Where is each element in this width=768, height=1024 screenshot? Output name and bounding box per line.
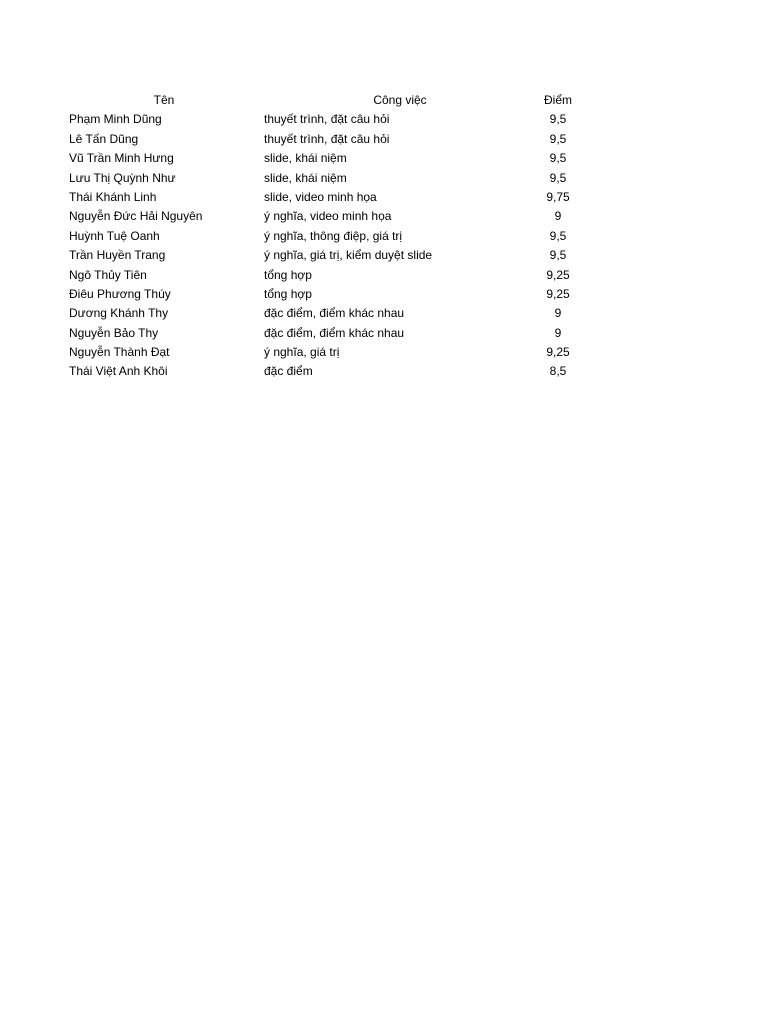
cell-task: slide, khái niệm bbox=[264, 170, 347, 185]
table-row bbox=[0, 324, 768, 343]
cell-name: Huỳnh Tuệ Oanh bbox=[69, 228, 160, 243]
cell-name: Vũ Trần Minh Hưng bbox=[69, 151, 174, 166]
cell-task: slide, video minh họa bbox=[264, 189, 377, 204]
cell-score: 9,5 bbox=[549, 151, 567, 166]
table-row bbox=[0, 207, 768, 226]
table-row bbox=[0, 149, 768, 168]
cell-name: Ngô Thủy Tiên bbox=[69, 267, 147, 282]
cell-task: đặc điểm, điểm khác nhau bbox=[264, 306, 405, 321]
cell-task: ý nghĩa, giá trị bbox=[264, 345, 340, 360]
cell-name: Thái Khánh Linh bbox=[69, 189, 157, 204]
cell-name: Nguyễn Thành Đạt bbox=[69, 345, 170, 360]
cell-task: tổng hợp bbox=[264, 286, 312, 301]
cell-name: Điêu Phương Thúy bbox=[69, 286, 171, 301]
cell-name: Nguyễn Đức Hải Nguyên bbox=[69, 209, 203, 224]
cell-score: 9,75 bbox=[546, 189, 570, 204]
table-row bbox=[0, 362, 768, 381]
table-row bbox=[0, 285, 768, 304]
cell-score: 8,5 bbox=[549, 364, 567, 379]
table-row bbox=[0, 246, 768, 265]
cell-name: Lê Tấn Dũng bbox=[69, 131, 139, 146]
cell-score: 9,25 bbox=[546, 345, 570, 360]
cell-score: 9,5 bbox=[549, 170, 567, 185]
cell-task: ý nghĩa, giá trị, kiểm duyệt slide bbox=[264, 248, 433, 263]
cell-name: Nguyễn Bảo Thy bbox=[69, 325, 159, 340]
header-name: Tên bbox=[153, 93, 175, 107]
cell-score: 9 bbox=[554, 325, 562, 340]
table-row bbox=[0, 188, 768, 207]
cell-task: đặc điểm bbox=[264, 364, 313, 379]
cell-name: Phạm Minh Dũng bbox=[69, 112, 162, 127]
cell-task: slide, khái niệm bbox=[264, 151, 347, 166]
cell-task: tổng hợp bbox=[264, 267, 312, 282]
cell-task: ý nghĩa, video minh họa bbox=[264, 209, 392, 224]
cell-task: thuyết trình, đặt câu hỏi bbox=[264, 131, 390, 146]
cell-score: 9,25 bbox=[546, 286, 570, 301]
table-row bbox=[0, 266, 768, 285]
cell-task: ý nghĩa, thông điệp, giá trị bbox=[264, 228, 403, 243]
cell-score: 9,5 bbox=[549, 131, 567, 146]
table-row bbox=[0, 130, 768, 149]
cell-name: Thái Việt Anh Khôi bbox=[69, 364, 168, 379]
cell-score: 9,5 bbox=[549, 228, 567, 243]
table-row bbox=[0, 169, 768, 188]
cell-name: Lưu Thị Quỳnh Như bbox=[69, 170, 176, 185]
table-row bbox=[0, 304, 768, 323]
cell-score: 9,25 bbox=[546, 267, 570, 282]
cell-score: 9,5 bbox=[549, 248, 567, 263]
table-row bbox=[0, 110, 768, 129]
cell-name: Dương Khánh Thy bbox=[69, 306, 169, 321]
header-task: Công việc bbox=[373, 93, 427, 107]
cell-name: Trần Huyền Trang bbox=[69, 248, 166, 263]
cell-score: 9 bbox=[554, 306, 562, 321]
table-header-row bbox=[0, 91, 768, 110]
cell-task: thuyết trình, đặt câu hỏi bbox=[264, 112, 390, 127]
cell-score: 9,5 bbox=[549, 112, 567, 127]
cell-task: đặc điểm, điểm khác nhau bbox=[264, 325, 405, 340]
score-table bbox=[0, 91, 768, 382]
header-score: Điểm bbox=[543, 93, 572, 107]
table-row bbox=[0, 343, 768, 362]
table-row bbox=[0, 227, 768, 246]
cell-score: 9 bbox=[554, 209, 562, 224]
